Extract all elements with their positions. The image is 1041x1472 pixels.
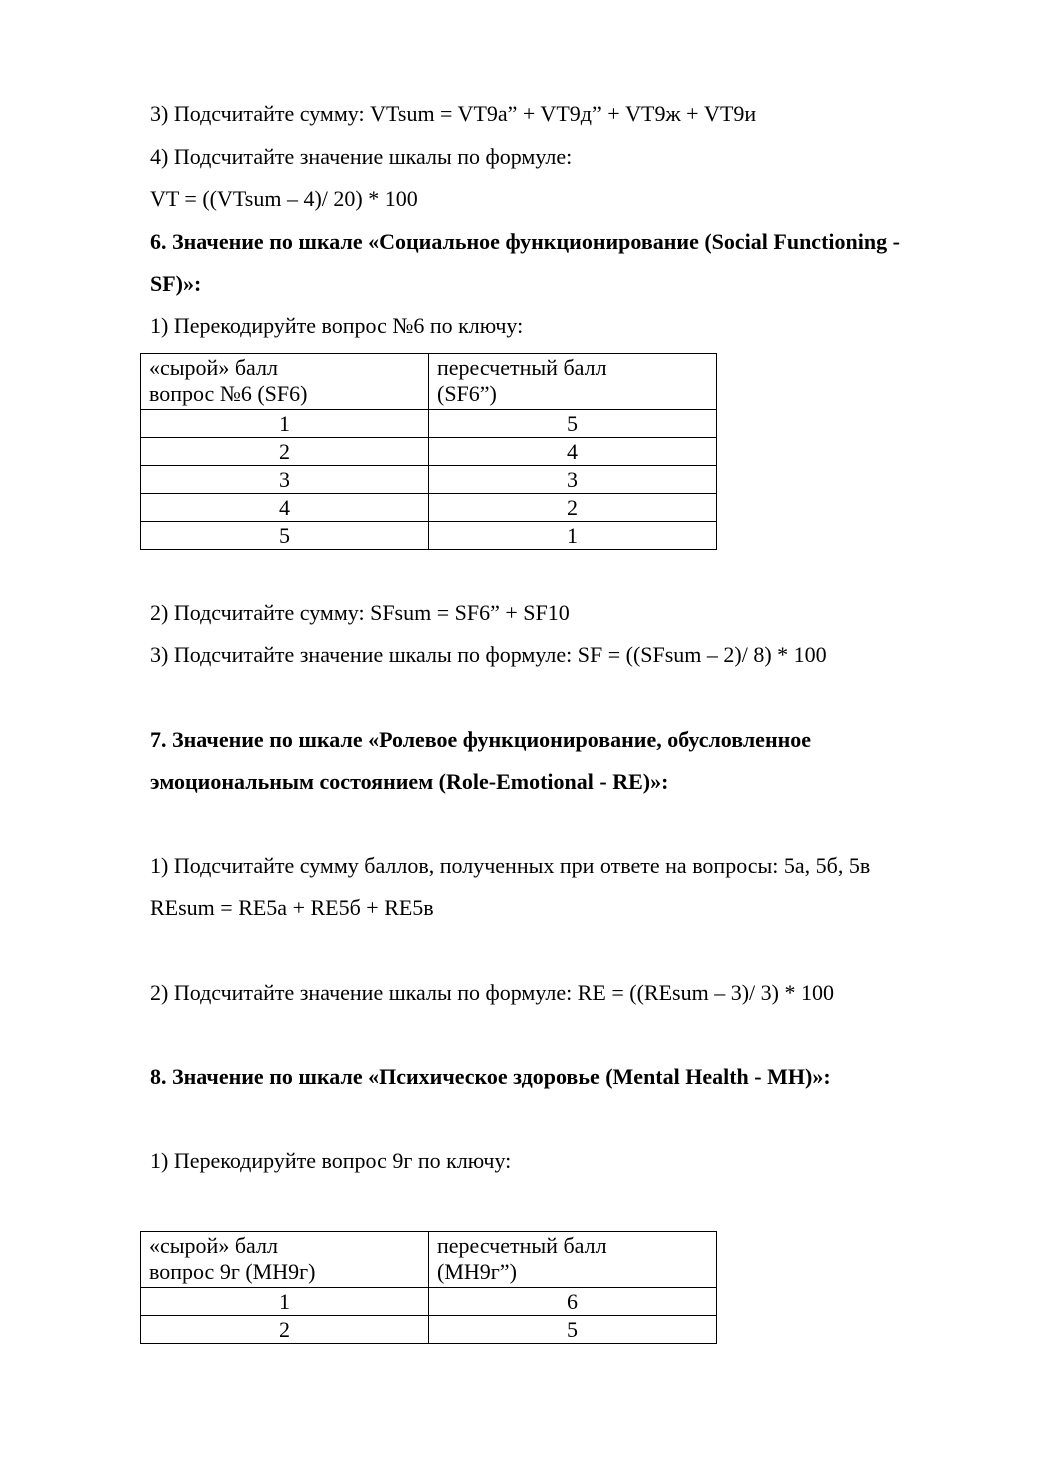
recoded-score-header-line1: пересчетный балл bbox=[437, 355, 607, 380]
sf-step2: 2) Подсчитайте сумму: SFsum = SF6” + SF10 bbox=[150, 600, 570, 625]
raw-score-cell: 4 bbox=[141, 494, 429, 522]
mh-heading: 8. Значение по шкале «Психическое здоровье (Mental Health - MH)»: bbox=[150, 1064, 831, 1089]
re-step1-formula: REsum = RE5a + RE5б + RE5в bbox=[150, 895, 434, 920]
sf-key-table bbox=[140, 353, 717, 550]
recoded-score-header-line2: (SF6”) bbox=[437, 381, 497, 406]
re-step1: 1) Подсчитайте сумму баллов, полученных при ответе на вопросы: 5а, 5б, 5в bbox=[150, 853, 871, 878]
sf-step3: 3) Подсчитайте значение шкалы по формуле: SF = ((SFsum – 2)/ 8) * 100 bbox=[150, 642, 827, 667]
table-row bbox=[141, 522, 717, 550]
raw-score-header-line2: вопрос №6 (SF6) bbox=[149, 381, 308, 406]
recoded-score-cell: 2 bbox=[429, 494, 717, 522]
table-row bbox=[141, 466, 717, 494]
recoded-score-header bbox=[429, 354, 717, 410]
table-header-row bbox=[141, 1232, 717, 1288]
raw-score-cell: 5 bbox=[141, 522, 429, 550]
recoded-score-cell: 4 bbox=[429, 438, 717, 466]
re-heading-line1: 7. Значение по шкале «Ролевое функционирование, обусловленное bbox=[150, 727, 812, 752]
raw-score-header bbox=[141, 1232, 429, 1288]
table-row bbox=[141, 1316, 717, 1344]
raw-score-cell: 2 bbox=[141, 1316, 429, 1344]
recoded-score-header-line2: (МН9г”) bbox=[437, 1259, 517, 1284]
mh-key-table bbox=[140, 1231, 717, 1344]
sf-heading-line2: SF)»: bbox=[150, 271, 202, 296]
raw-score-cell: 1 bbox=[141, 410, 429, 438]
recoded-score-cell: 6 bbox=[429, 1288, 717, 1316]
raw-score-cell: 3 bbox=[141, 466, 429, 494]
sf-heading-line1: 6. Значение по шкале «Социальное функционирование (Social Functioning - bbox=[150, 229, 900, 254]
raw-score-header-line1: «сырой» балл bbox=[149, 1233, 278, 1258]
raw-score-header-line1: «сырой» балл bbox=[149, 355, 278, 380]
table-row bbox=[141, 410, 717, 438]
table-header-row bbox=[141, 354, 717, 410]
recoded-score-cell: 5 bbox=[429, 410, 717, 438]
sf-step1: 1) Перекодируйте вопрос №6 по ключу: bbox=[150, 313, 524, 338]
re-step2: 2) Подсчитайте значение шкалы по формуле: RE = ((REsum – 3)/ 3) * 100 bbox=[150, 980, 834, 1005]
recoded-score-cell: 5 bbox=[429, 1316, 717, 1344]
recoded-score-cell: 1 bbox=[429, 522, 717, 550]
vt-formula: VT = ((VTsum – 4)/ 20) * 100 bbox=[150, 186, 418, 211]
re-heading-line2: эмоциональным состоянием (Role-Emotional - RE)»: bbox=[150, 769, 669, 794]
raw-score-cell: 1 bbox=[141, 1288, 429, 1316]
vt-step4: 4) Подсчитайте значение шкалы по формуле: bbox=[150, 144, 573, 169]
table-row bbox=[141, 1288, 717, 1316]
vt-step3: 3) Подсчитайте сумму: VTsum = VT9a” + VT9д” + VT9ж + VT9и bbox=[150, 101, 757, 126]
recoded-score-cell: 3 bbox=[429, 466, 717, 494]
table-row bbox=[141, 494, 717, 522]
recoded-score-header bbox=[429, 1232, 717, 1288]
raw-score-header-line2: вопрос 9г (МН9г) bbox=[149, 1259, 316, 1284]
raw-score-header bbox=[141, 354, 429, 410]
recoded-score-header-line1: пересчетный балл bbox=[437, 1233, 607, 1258]
raw-score-cell: 2 bbox=[141, 438, 429, 466]
mh-step1: 1) Перекодируйте вопрос 9г по ключу: bbox=[150, 1148, 512, 1173]
table-row bbox=[141, 438, 717, 466]
